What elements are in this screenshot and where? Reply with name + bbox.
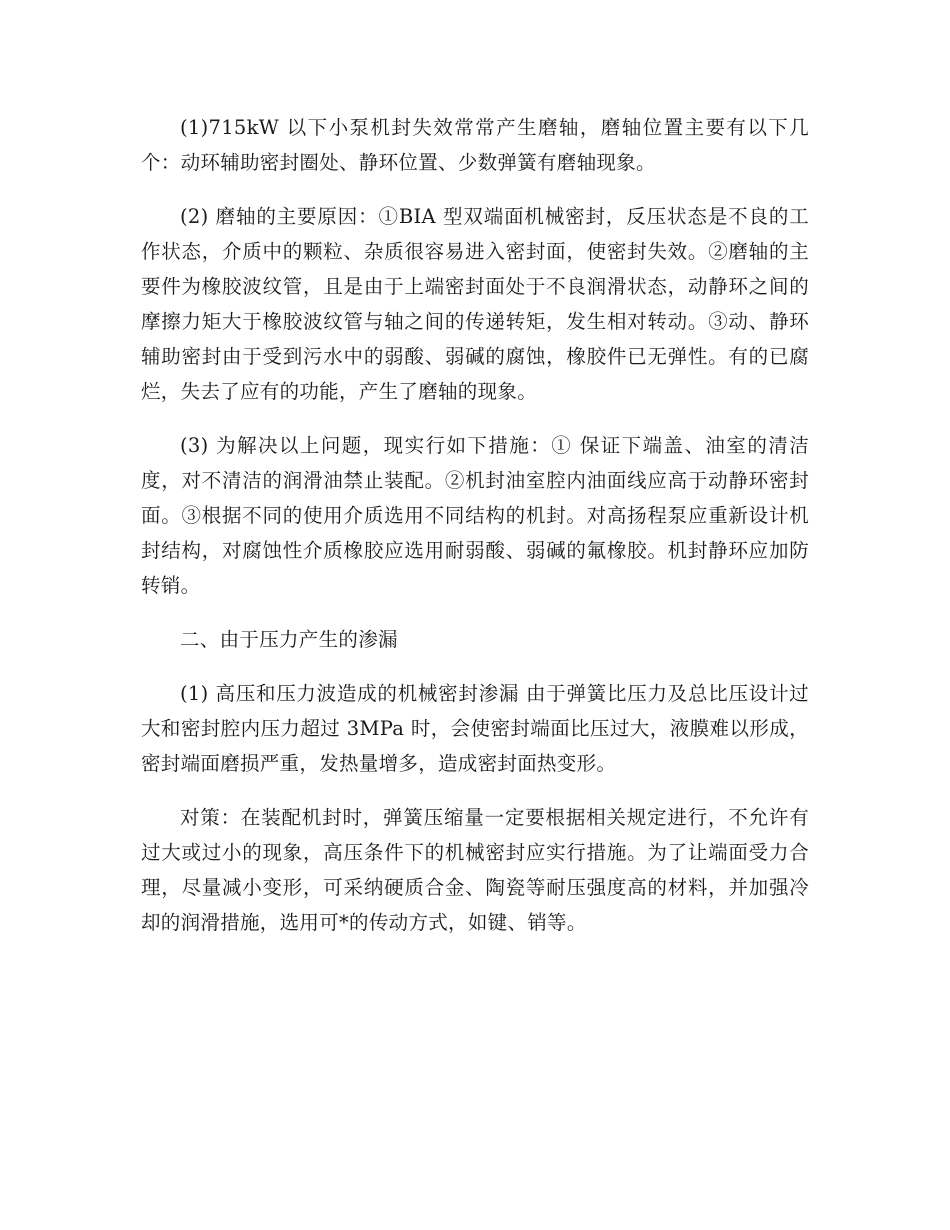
paragraph-countermeasures: (3) 为解决以上问题，现实行如下措施：① 保证下端盖、油室的清洁度，对不清洁的润滑油禁止装配。②机封油室腔内油面线应高于动静环密封面。③根据不同的使用介质选用不同结构的机封。对高扬程泵应重新设计机封结构，对腐蚀性介质橡胶应选用耐弱酸、弱碱的氟橡胶。机封静环应加防转销。	[141, 434, 809, 597]
paragraph-shaft-wear-location: (1)715kW 以下小泵机封失效常常产生磨轴，磨轴位置主要有以下几个：动环辅助密封圈处、静环位置、少数弹簧有磨轴现象。	[141, 116, 809, 174]
document-body	[141, 110, 809, 940]
paragraph-high-pressure-leakage: (1) 高压和压力波造成的机械密封渗漏 由于弹簧比压力及总比压设计过大和密封腔内压力超过 3MPa 时，会使密封端面比压过大，液膜难以形成，密封端面磨损严重，发热量增多，造成密封面热变形。	[141, 682, 809, 775]
paragraph-shaft-wear-causes: (2) 磨轴的主要原因：①BIA 型双端面机械密封，反压状态是不良的工作状态，介质中的颗粒、杂质很容易进入密封面，使密封失效。②磨轴的主要件为橡胶波纹管，且是由于上端密封面处于不良润滑状态，动静环之间的摩擦力矩大于橡胶波纹管与轴之间的传递转矩，发生相对转动。③动、静环辅助密封由于受到污水中的弱酸、弱碱的腐蚀，橡胶件已无弹性。有的已腐烂，失去了应有的功能，产生了磨轴的现象。	[141, 205, 809, 403]
section-heading-pressure-leakage: 二、由于压力产生的渗漏	[180, 628, 398, 651]
paragraph-pressure-countermeasures: 对策：在装配机封时，弹簧压缩量一定要根据相关规定进行，不允许有过大或过小的现象，高压条件下的机械密封应实行措施。为了让端面受力合理，尽量减小变形，可采纳硬质合金、陶瓷等耐压强度高的材料，并加强冷却的润滑措施，选用可*的传动方式，如键、销等。	[141, 806, 809, 934]
